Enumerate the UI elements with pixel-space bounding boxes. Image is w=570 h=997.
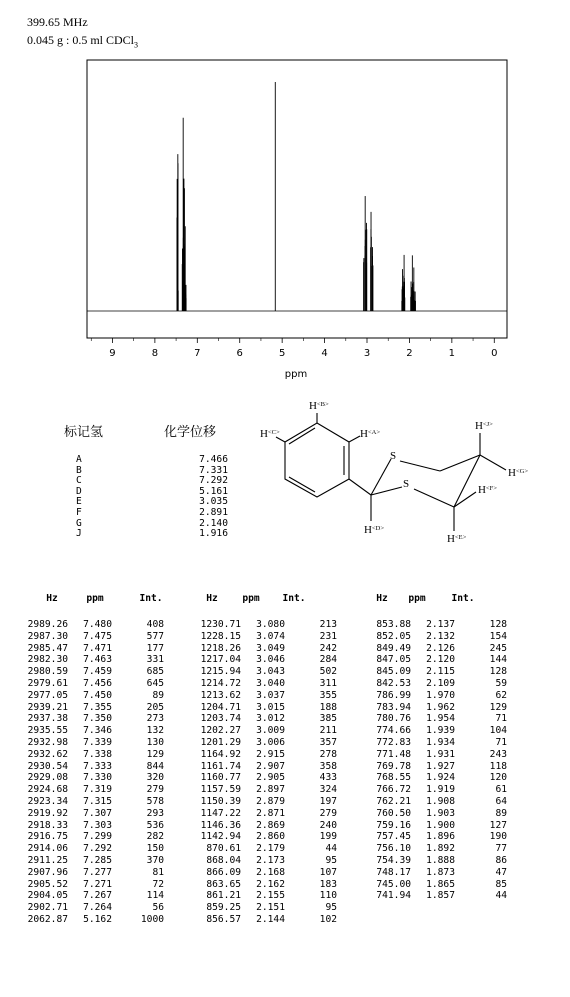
peak-intensity-value: 104 <box>489 725 507 737</box>
peak-intensity-value: 240 <box>319 819 337 831</box>
atom-s1: S <box>390 450 397 462</box>
bond-s1-c6 <box>400 461 440 471</box>
peak-ppm-value: 1.962 <box>426 701 455 713</box>
peak-table-header: Hz <box>376 593 388 604</box>
peak-ppm-value: 7.303 <box>83 819 112 831</box>
peak-hz-value: 1150.39 <box>200 796 241 807</box>
x-axis-label: ppm <box>284 369 308 380</box>
peak-ppm-value: 3.037 <box>256 689 285 701</box>
peak-ppm-value: 1.865 <box>426 878 455 890</box>
peak-hz-value: 748.17 <box>376 866 411 878</box>
bond-c2-s1 <box>371 459 391 495</box>
peak-hz-value: 842.53 <box>376 678 411 689</box>
peak-hz-value: 2902.71 <box>27 902 68 914</box>
peak-hz-value: 849.49 <box>376 642 411 654</box>
peak-ppm-value: 7.456 <box>83 678 112 689</box>
assignment-label-header: 标记氢 <box>64 425 104 440</box>
peak-hz-value: 756.10 <box>376 843 411 855</box>
peak-intensity-value: 102 <box>319 914 337 925</box>
peak-ppm-value: 3.009 <box>256 725 285 737</box>
peak-ppm-value: 2.915 <box>256 748 285 760</box>
peak-table-header: Hz <box>206 593 218 604</box>
peak-ppm-value: 2.115 <box>426 666 455 678</box>
assignment-shift-header: 化学位移 <box>164 425 217 440</box>
molecule-structure <box>250 395 550 555</box>
peak-ppm-value: 2.905 <box>256 772 285 784</box>
peak-intensity-value: 645 <box>146 678 164 689</box>
peak-hz-value: 863.65 <box>206 878 241 890</box>
peak-intensity-value: 95 <box>325 855 337 866</box>
peak-hz-value: 2932.98 <box>27 737 68 748</box>
peak-intensity-value: 273 <box>146 713 164 725</box>
peak-hz-value: 2904.05 <box>27 890 68 902</box>
peak-intensity-value: 177 <box>146 642 164 654</box>
bond-h-a <box>349 436 360 442</box>
peak-intensity-value: 242 <box>319 642 337 654</box>
peak-intensity-value: 89 <box>495 807 507 819</box>
assignment-hydrogen-label: B <box>76 464 82 476</box>
peak-hz-value: 2982.30 <box>27 654 68 666</box>
atom-h-c: $H^{<C>}$ <box>260 428 280 440</box>
peak-ppm-value: 2.155 <box>256 890 285 902</box>
x-tick-label: 5 <box>278 348 286 359</box>
peak-intensity-value: 95 <box>325 902 337 914</box>
peak-hz-value: 2923.34 <box>27 796 68 807</box>
peak-intensity-value: 72 <box>152 878 164 890</box>
peak-hz-value: 2924.68 <box>27 784 68 796</box>
peak-intensity-value: 358 <box>319 760 337 772</box>
peak-ppm-value: 7.338 <box>83 748 112 760</box>
spectrometer-frequency: 399.65 MHz <box>27 15 88 29</box>
peak-ppm-value: 2.869 <box>256 819 285 831</box>
peak-hz-value: 1142.94 <box>200 831 241 843</box>
peak-intensity-value: 844 <box>146 760 164 772</box>
peak-hz-value: 1157.59 <box>200 784 241 796</box>
peak-intensity-value: 190 <box>489 831 507 843</box>
x-tick-label: 9 <box>109 348 116 359</box>
peak-intensity-value: 81 <box>152 866 164 878</box>
peak-intensity-value: 77 <box>495 843 507 855</box>
peak-intensity-value: 197 <box>319 796 337 807</box>
peak-intensity-value: 62 <box>495 689 507 701</box>
peak-intensity-value: 231 <box>319 630 337 642</box>
peak-hz-value: 1218.26 <box>200 642 241 654</box>
peak-ppm-value: 1.927 <box>426 760 455 772</box>
peak-intensity-value: 199 <box>319 831 337 843</box>
peak-hz-value: 1228.15 <box>200 630 241 642</box>
peak-intensity-value: 355 <box>319 689 337 701</box>
peak-intensity-value: 118 <box>489 760 507 772</box>
peak-intensity-value: 370 <box>146 855 164 866</box>
atom-h-f: $H^{<F>}$ <box>478 484 497 496</box>
spectrum-peaks <box>177 82 416 311</box>
peak-hz-value: 1201.29 <box>200 737 241 748</box>
peak-ppm-value: 7.450 <box>83 689 112 701</box>
peak-hz-value: 786.99 <box>376 689 411 701</box>
peak-hz-value: 1203.74 <box>200 713 241 725</box>
peak-intensity-value: 502 <box>319 666 337 678</box>
bond-h-c <box>276 437 285 442</box>
peak-ppm-value: 3.043 <box>256 666 285 678</box>
peak-ppm-value: 2.151 <box>256 902 285 914</box>
peak-table-header: Int. <box>451 593 475 604</box>
atom-h-g: $H^{<G>}$ <box>508 467 528 479</box>
peak-ppm-value: 2.860 <box>256 831 285 843</box>
bond-c6-c5 <box>440 455 480 471</box>
peak-hz-value: 866.09 <box>206 866 241 878</box>
peak-hz-value: 2062.87 <box>27 914 68 925</box>
peak-intensity-value: 685 <box>146 666 164 678</box>
peak-hz-value: 2918.33 <box>27 819 68 831</box>
peak-ppm-value: 7.267 <box>83 890 112 902</box>
peak-ppm-value: 7.459 <box>83 666 112 678</box>
bond-c4-c5 <box>454 455 480 507</box>
benzene-ring <box>285 423 349 497</box>
peak-hz-value: 760.50 <box>376 807 411 819</box>
peak-ppm-value: 2.871 <box>256 807 285 819</box>
peak-ppm-value: 7.307 <box>83 807 112 819</box>
peak-ppm-value: 7.475 <box>83 630 112 642</box>
assignment-chemical-shift: 3.035 <box>199 496 228 508</box>
atom-h-b: $H^{<B>}$ <box>309 400 329 412</box>
peak-hz-value: 861.21 <box>206 890 241 902</box>
peak-intensity-value: 311 <box>319 678 337 689</box>
peak-hz-value: 852.05 <box>376 630 411 642</box>
peak-ppm-value: 2.168 <box>256 866 285 878</box>
assignment-hydrogen-label: J <box>76 528 82 540</box>
peak-ppm-value: 7.277 <box>83 866 112 878</box>
sample-main-text: 0.045 g : 0.5 ml CDCl <box>27 33 135 47</box>
peak-hz-value: 1215.94 <box>200 666 241 678</box>
peak-ppm-value: 7.271 <box>83 878 112 890</box>
peak-hz-value: 2980.59 <box>27 666 68 678</box>
peak-ppm-value: 1.934 <box>426 737 455 748</box>
peak-intensity-value: 89 <box>152 689 164 701</box>
peak-hz-value: 868.04 <box>206 855 241 866</box>
peak-intensity-value: 110 <box>319 890 337 902</box>
peak-intensity-value: 408 <box>146 619 164 630</box>
aromatic-double-bond <box>289 477 315 492</box>
peak-ppm-value: 2.144 <box>256 914 285 925</box>
assignment-hydrogen-label: C <box>76 475 82 487</box>
peak-intensity-value: 107 <box>319 866 337 878</box>
peak-hz-value: 1160.77 <box>200 772 241 784</box>
peak-hz-value: 2916.75 <box>27 831 68 843</box>
peak-intensity-value: 64 <box>495 796 507 807</box>
peak-ppm-value: 2.126 <box>426 642 455 654</box>
peak-ppm-value: 2.109 <box>426 678 455 689</box>
peak-intensity-value: 1000 <box>140 914 164 925</box>
peak-hz-value: 759.16 <box>376 819 411 831</box>
peak-intensity-value: 128 <box>489 619 507 630</box>
x-tick-label: 4 <box>321 348 328 359</box>
peak-intensity-value: 243 <box>489 748 507 760</box>
peak-hz-value: 2935.55 <box>27 725 68 737</box>
assignment-hydrogen-label: A <box>76 454 82 465</box>
assignment-chemical-shift: 7.292 <box>199 475 228 487</box>
peak-intensity-value: 536 <box>146 819 164 831</box>
assignment-chemical-shift: 5.161 <box>199 485 228 497</box>
peak-table-header: Int. <box>282 593 306 604</box>
peak-hz-value: 766.72 <box>376 784 411 796</box>
peak-intensity-value: 320 <box>146 772 164 784</box>
peak-ppm-value: 7.355 <box>83 701 112 713</box>
peak-hz-value: 768.55 <box>376 772 411 784</box>
peak-intensity-value: 279 <box>319 807 337 819</box>
x-tick-label: 3 <box>363 348 371 359</box>
peak-hz-value: 2911.25 <box>27 855 68 866</box>
peak-ppm-value: 5.162 <box>83 914 112 925</box>
peak-hz-value: 2905.52 <box>27 878 68 890</box>
peak-intensity-value: 331 <box>146 654 164 666</box>
plot-frame <box>87 60 507 338</box>
x-tick-label: 6 <box>236 348 243 359</box>
peak-intensity-value: 47 <box>495 866 507 878</box>
peak-intensity-value: 129 <box>489 701 507 713</box>
peak-intensity-value: 211 <box>319 725 337 737</box>
peak-ppm-value: 1.919 <box>426 784 455 796</box>
peak-ppm-value: 7.299 <box>83 831 112 843</box>
peak-intensity-value: 61 <box>495 784 507 796</box>
x-axis-ticks <box>91 338 497 359</box>
peak-hz-value: 2930.54 <box>27 760 68 772</box>
atom-h-e: $H^{<E>}$ <box>447 533 467 545</box>
peak-hz-value: 2929.08 <box>27 772 68 784</box>
sample-subscript: 3 <box>134 40 139 50</box>
peak-intensity-value: 56 <box>152 902 164 914</box>
peak-hz-value: 2914.06 <box>27 843 68 855</box>
peak-ppm-value: 1.908 <box>426 796 455 807</box>
peak-hz-value: 780.76 <box>376 713 411 725</box>
peak-ppm-value: 1.896 <box>426 831 455 843</box>
peak-intensity-value: 213 <box>319 619 337 630</box>
peak-ppm-value: 7.471 <box>83 642 112 654</box>
peak-intensity-value: 577 <box>146 630 164 642</box>
peak-hz-value: 741.94 <box>376 890 411 902</box>
peak-ppm-value: 7.315 <box>83 796 112 807</box>
bond-ring-c2 <box>349 479 371 495</box>
structure-bonds <box>276 413 506 531</box>
peak-ppm-value: 7.350 <box>83 713 112 725</box>
peak-intensity-value: 357 <box>319 737 337 748</box>
peak-table-header: ppm <box>408 593 426 604</box>
peak-hz-value: 771.48 <box>376 748 411 760</box>
peak-ppm-value: 7.480 <box>83 619 112 630</box>
peak-ppm-value: 2.162 <box>256 878 285 890</box>
peak-hz-value: 1217.04 <box>200 654 241 666</box>
peak-intensity-value: 578 <box>146 796 164 807</box>
assignment-hydrogen-label: F <box>76 507 82 518</box>
peak-ppm-value: 2.137 <box>426 619 455 630</box>
assignment-chemical-shift: 2.140 <box>199 517 228 529</box>
peak-hz-value: 1147.22 <box>200 807 241 819</box>
peak-ppm-value: 3.049 <box>256 642 285 654</box>
peak-intensity-value: 86 <box>495 855 507 866</box>
peak-hz-value: 1202.27 <box>200 725 241 737</box>
peak-intensity-value: 188 <box>319 701 337 713</box>
peak-hz-value: 1213.62 <box>200 689 241 701</box>
peak-intensity-value: 150 <box>146 843 164 855</box>
assignment-hydrogen-label: D <box>76 485 82 497</box>
peak-hz-value: 1214.72 <box>200 678 241 689</box>
peak-ppm-value: 7.319 <box>83 784 112 796</box>
peak-ppm-value: 7.292 <box>83 843 112 855</box>
peak-ppm-value: 7.339 <box>83 737 112 748</box>
peak-intensity-value: 282 <box>146 831 164 843</box>
peak-hz-value: 2939.21 <box>27 701 68 713</box>
peak-hz-value: 757.45 <box>376 831 411 843</box>
peak-hz-value: 845.09 <box>376 666 411 678</box>
peak-hz-value: 754.39 <box>376 855 411 866</box>
peak-hz-value: 769.78 <box>376 760 411 772</box>
peak-intensity-value: 205 <box>146 701 164 713</box>
peak-hz-value: 745.00 <box>376 878 411 890</box>
peak-ppm-value: 7.333 <box>83 760 112 772</box>
peak-table-header: Int. <box>139 593 163 604</box>
peak-ppm-value: 2.879 <box>256 796 285 807</box>
peak-ppm-value: 7.330 <box>83 772 112 784</box>
peak-ppm-value: 3.046 <box>256 654 285 666</box>
peak-intensity-value: 128 <box>489 666 507 678</box>
x-tick-label: 0 <box>491 348 498 359</box>
peak-ppm-value: 2.907 <box>256 760 285 772</box>
peak-hz-value: 772.83 <box>376 737 411 748</box>
peak-table-header: Hz <box>46 593 58 604</box>
peak-ppm-value: 1.892 <box>426 843 455 855</box>
peak-intensity-value: 433 <box>319 772 337 784</box>
aromatic-double-bond <box>289 428 315 444</box>
peak-ppm-value: 3.040 <box>256 678 285 689</box>
x-tick-label: 8 <box>151 348 159 359</box>
x-tick-label: 2 <box>406 348 413 359</box>
peak-intensity-value: 127 <box>489 819 507 831</box>
peak-ppm-value: 2.179 <box>256 843 285 855</box>
peak-intensity-value: 324 <box>319 784 337 796</box>
peak-intensity-value: 245 <box>489 642 507 654</box>
peak-hz-value: 1164.92 <box>200 748 241 760</box>
peak-ppm-value: 2.897 <box>256 784 285 796</box>
peak-hz-value: 1204.71 <box>200 701 241 713</box>
peak-hz-value: 2932.62 <box>27 748 68 760</box>
peak-ppm-value: 1.970 <box>426 689 455 701</box>
peak-hz-value: 783.94 <box>376 701 411 713</box>
peak-intensity-value: 71 <box>495 737 507 748</box>
peak-intensity-value: 114 <box>146 890 164 902</box>
peak-hz-value: 856.57 <box>206 914 241 925</box>
peak-ppm-value: 7.463 <box>83 654 112 666</box>
peak-intensity-value: 385 <box>319 713 337 725</box>
peak-intensity-value: 183 <box>319 878 337 890</box>
peak-ppm-value: 1.954 <box>426 713 455 725</box>
assignment-chemical-shift: 1.916 <box>199 528 228 540</box>
peak-hz-value: 2977.05 <box>27 689 68 701</box>
assignment-chemical-shift: 7.466 <box>199 454 228 465</box>
peak-ppm-value: 3.080 <box>256 619 285 630</box>
atom-h-d: $H^{<D>}$ <box>364 524 384 536</box>
x-tick-label: 7 <box>194 348 201 359</box>
peak-hz-value: 2989.26 <box>27 619 68 630</box>
peak-hz-value: 1161.74 <box>200 760 241 772</box>
peak-ppm-value: 1.857 <box>426 890 455 902</box>
peak-intensity-value: 44 <box>325 843 337 855</box>
peak-intensity-value: 279 <box>146 784 164 796</box>
peak-intensity-value: 129 <box>146 748 164 760</box>
assignment-hydrogen-label: E <box>76 496 82 508</box>
bond-h-g <box>480 455 506 470</box>
atom-h-a: $H^{<A>}$ <box>360 428 380 440</box>
peak-ppm-value: 1.903 <box>426 807 455 819</box>
peak-table-header: ppm <box>86 593 104 604</box>
peak-hz-value: 774.66 <box>376 725 411 737</box>
peak-hz-value: 853.88 <box>376 619 411 630</box>
peak-hz-value: 847.05 <box>376 654 411 666</box>
peak-hz-value: 2985.47 <box>27 642 68 654</box>
assignment-chemical-shift: 7.331 <box>199 464 228 476</box>
peak-intensity-value: 284 <box>319 654 337 666</box>
peak-ppm-value: 1.900 <box>426 819 455 831</box>
peak-ppm-value: 1.939 <box>426 725 455 737</box>
peak-hz-value: 2979.61 <box>27 678 68 689</box>
peak-ppm-value: 2.173 <box>256 855 285 866</box>
peak-ppm-value: 3.006 <box>256 737 285 748</box>
peak-ppm-value: 7.285 <box>83 855 112 866</box>
peak-intensity-value: 293 <box>146 807 164 819</box>
peak-ppm-value: 1.931 <box>426 748 455 760</box>
peak-intensity-value: 71 <box>495 713 507 725</box>
peak-hz-value: 2919.92 <box>27 807 68 819</box>
x-tick-label: 1 <box>448 348 456 359</box>
nmr-spectrum-chart <box>0 0 570 390</box>
peak-intensity-value: 132 <box>146 725 164 737</box>
peak-intensity-value: 154 <box>489 630 507 642</box>
peak-hz-value: 2937.38 <box>27 713 68 725</box>
peak-intensity-value: 85 <box>495 878 507 890</box>
peak-ppm-value: 1.924 <box>426 772 455 784</box>
peak-intensity-value: 120 <box>489 772 507 784</box>
atom-s3: S <box>403 478 410 490</box>
peak-hz-value: 1146.36 <box>200 819 241 831</box>
peak-hz-value: 762.21 <box>376 796 411 807</box>
peak-intensity-value: 130 <box>146 737 164 748</box>
peak-intensity-value: 144 <box>489 654 507 666</box>
peak-ppm-value: 2.132 <box>426 630 455 642</box>
peak-ppm-value: 1.873 <box>426 866 455 878</box>
peak-ppm-value: 2.120 <box>426 654 455 666</box>
peak-ppm-value: 3.012 <box>256 713 285 725</box>
peak-ppm-value: 1.888 <box>426 855 455 866</box>
peak-ppm-value: 7.346 <box>83 725 112 737</box>
bond-c2-s3 <box>371 487 402 495</box>
peak-hz-value: 870.61 <box>206 843 241 855</box>
peak-hz-value: 859.25 <box>206 902 241 914</box>
bond-s3-c4 <box>414 489 454 507</box>
peak-hz-value: 2987.30 <box>27 630 68 642</box>
peak-ppm-value: 3.015 <box>256 701 285 713</box>
assignment-hydrogen-label: G <box>76 517 82 529</box>
peak-ppm-value: 7.264 <box>83 902 112 914</box>
peak-hz-value: 1230.71 <box>200 619 241 630</box>
peak-intensity-value: 44 <box>495 890 507 902</box>
atom-h-j: $H^{<J>}$ <box>475 420 493 432</box>
peak-table-header: ppm <box>242 593 260 604</box>
peak-hz-value: 2907.96 <box>27 866 68 878</box>
peak-intensity-value: 59 <box>495 678 507 689</box>
assignment-chemical-shift: 2.891 <box>199 507 228 518</box>
peak-ppm-value: 3.074 <box>256 630 285 642</box>
peak-intensity-value: 278 <box>319 748 337 760</box>
